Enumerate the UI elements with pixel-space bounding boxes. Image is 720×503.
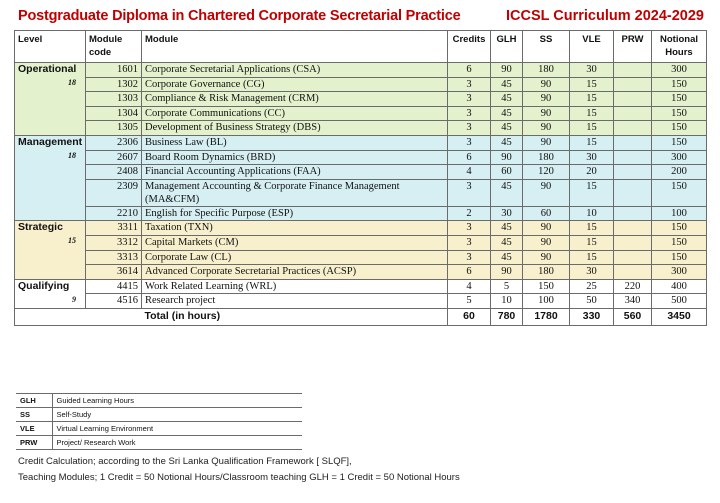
module-prw	[614, 106, 652, 121]
module-code: 3614	[86, 265, 142, 280]
module-credits: 6	[448, 63, 491, 78]
module-code: 2607	[86, 150, 142, 165]
level-name: Operational	[18, 63, 77, 75]
module-code: 2309	[86, 179, 142, 206]
module-prw	[614, 221, 652, 236]
module-notional-hours: 100	[652, 206, 707, 221]
module-ss: 90	[523, 77, 570, 92]
module-prw	[614, 235, 652, 250]
module-code: 4415	[86, 279, 142, 294]
module-notional-hours: 150	[652, 77, 707, 92]
module-glh: 45	[491, 221, 523, 236]
module-glh: 45	[491, 106, 523, 121]
module-vle: 15	[570, 235, 614, 250]
table-row	[15, 265, 707, 280]
module-code: 2408	[86, 165, 142, 180]
level-cell	[15, 221, 86, 279]
table-row	[15, 221, 707, 236]
header-prw: PRW	[614, 31, 652, 63]
module-credits: 3	[448, 121, 491, 136]
total-prw: 560	[614, 308, 652, 325]
module-ss: 120	[523, 165, 570, 180]
module-notional-hours: 300	[652, 265, 707, 280]
module-glh: 45	[491, 235, 523, 250]
module-notional-hours: 150	[652, 179, 707, 206]
module-prw	[614, 63, 652, 78]
total-row	[15, 308, 707, 325]
module-credits: 4	[448, 279, 491, 294]
module-name: Advanced Corporate Secretarial Practices (ACSP)	[142, 265, 448, 280]
table-row	[15, 294, 707, 309]
module-ss: 90	[523, 92, 570, 107]
module-credits: 3	[448, 135, 491, 150]
table-row	[15, 92, 707, 107]
module-ss: 100	[523, 294, 570, 309]
total-ss: 1780	[523, 308, 570, 325]
level-credit-count: 18	[68, 150, 76, 160]
table-row	[15, 250, 707, 265]
module-code: 1302	[86, 77, 142, 92]
glossary-row	[16, 394, 302, 408]
table-row	[15, 206, 707, 221]
header-vle: VLE	[570, 31, 614, 63]
total-spacer-code	[86, 308, 142, 325]
table-row	[15, 77, 707, 92]
module-notional-hours: 400	[652, 279, 707, 294]
module-ss: 90	[523, 179, 570, 206]
module-name: Corporate Communications (CC)	[142, 106, 448, 121]
module-notional-hours: 200	[652, 165, 707, 180]
glossary-table	[16, 393, 302, 450]
table-row	[15, 63, 707, 78]
module-notional-hours: 150	[652, 106, 707, 121]
module-vle: 50	[570, 294, 614, 309]
module-credits: 6	[448, 265, 491, 280]
glossary-meaning: Project/ Research Work	[52, 436, 302, 450]
module-glh: 5	[491, 279, 523, 294]
table-row	[15, 106, 707, 121]
module-prw	[614, 250, 652, 265]
module-vle: 30	[570, 265, 614, 280]
total-notional-hours: 3450	[652, 308, 707, 325]
header-glh: GLH	[491, 31, 523, 63]
credit-calculation-note: Credit Calculation; according to the Sri Lanka Qualification Framework [ SLQF],	[18, 456, 352, 467]
header-credits: Credits	[448, 31, 491, 63]
glossary-abbreviation: SS	[16, 408, 52, 422]
table-row	[15, 165, 707, 180]
module-prw	[614, 165, 652, 180]
module-glh: 45	[491, 92, 523, 107]
module-glh: 60	[491, 165, 523, 180]
curriculum-table	[14, 30, 707, 326]
module-glh: 45	[491, 135, 523, 150]
header-ss: SS	[523, 31, 570, 63]
glossary-abbreviation: VLE	[16, 422, 52, 436]
glossary-abbreviation: GLH	[16, 394, 52, 408]
module-glh: 45	[491, 121, 523, 136]
total-credits: 60	[448, 308, 491, 325]
module-vle: 25	[570, 279, 614, 294]
total-vle: 330	[570, 308, 614, 325]
teaching-modules-note: Teaching Modules; 1 Credit = 50 Notional Hours/Classroom teaching GLH = 1 Credit = 50 Notional Hours	[18, 472, 460, 483]
table-header-row	[15, 31, 707, 63]
module-glh: 10	[491, 294, 523, 309]
document-header	[14, 6, 706, 30]
module-name: Research project	[142, 294, 448, 309]
level-credit-count: 15	[68, 236, 76, 246]
module-vle: 10	[570, 206, 614, 221]
total-glh: 780	[491, 308, 523, 325]
module-prw	[614, 77, 652, 92]
module-code: 3312	[86, 235, 142, 250]
module-vle: 15	[570, 77, 614, 92]
module-ss: 90	[523, 106, 570, 121]
module-prw	[614, 179, 652, 206]
module-vle: 15	[570, 179, 614, 206]
module-glh: 90	[491, 63, 523, 78]
level-name: Qualifying	[18, 279, 70, 292]
level-credit-count: 18	[68, 78, 76, 87]
module-name: English for Specific Purpose (ESP)	[142, 206, 448, 221]
module-vle: 15	[570, 121, 614, 136]
module-notional-hours: 300	[652, 150, 707, 165]
module-notional-hours: 150	[652, 92, 707, 107]
module-notional-hours: 150	[652, 250, 707, 265]
module-notional-hours: 150	[652, 121, 707, 136]
module-notional-hours: 150	[652, 135, 707, 150]
table-row	[15, 179, 707, 206]
module-name: Business Law (BL)	[142, 135, 448, 150]
module-name: Corporate Governance (CG)	[142, 77, 448, 92]
module-code: 3313	[86, 250, 142, 265]
module-vle: 15	[570, 250, 614, 265]
table-row	[15, 135, 707, 150]
module-name: Capital Markets (CM)	[142, 235, 448, 250]
module-ss: 90	[523, 135, 570, 150]
module-name: Corporate Secretarial Applications (CSA)	[142, 63, 448, 78]
module-name: Work Related Learning (WRL)	[142, 279, 448, 294]
document-title: Postgraduate Diploma in Chartered Corporate Secretarial Practice	[18, 8, 461, 24]
glossary-row	[16, 422, 302, 436]
module-name: Taxation (TXN)	[142, 221, 448, 236]
module-credits: 3	[448, 235, 491, 250]
module-glh: 30	[491, 206, 523, 221]
module-prw	[614, 121, 652, 136]
glossary-meaning: Self-Study	[52, 408, 302, 422]
header-level: Level	[15, 31, 86, 63]
module-code: 1304	[86, 106, 142, 121]
module-code: 3311	[86, 221, 142, 236]
module-code: 2210	[86, 206, 142, 221]
module-credits: 3	[448, 221, 491, 236]
header-module: Module	[142, 31, 448, 63]
module-vle: 15	[570, 221, 614, 236]
module-prw	[614, 150, 652, 165]
module-ss: 90	[523, 235, 570, 250]
level-cell	[15, 279, 86, 308]
module-name: Board Room Dynamics (BRD)	[142, 150, 448, 165]
module-credits: 3	[448, 179, 491, 206]
module-vle: 15	[570, 135, 614, 150]
module-credits: 3	[448, 92, 491, 107]
module-ss: 150	[523, 279, 570, 294]
module-glh: 45	[491, 250, 523, 265]
curriculum-label: ICCSL Curriculum 2024-2029	[506, 8, 704, 24]
table-body	[15, 63, 707, 309]
module-ss: 60	[523, 206, 570, 221]
module-credits: 2	[448, 206, 491, 221]
module-credits: 3	[448, 250, 491, 265]
table-row	[15, 121, 707, 136]
module-notional-hours: 150	[652, 235, 707, 250]
module-prw	[614, 135, 652, 150]
module-code: 4516	[86, 294, 142, 309]
module-credits: 3	[448, 106, 491, 121]
module-ss: 180	[523, 150, 570, 165]
module-prw	[614, 206, 652, 221]
total-label: Total (in hours)	[142, 308, 448, 325]
module-credits: 3	[448, 77, 491, 92]
module-notional-hours: 500	[652, 294, 707, 309]
glossary-meaning: Virtual Learning Environment	[52, 422, 302, 436]
module-name: Development of Business Strategy (DBS)	[142, 121, 448, 136]
module-name: Management Accounting & Corporate Finance Management (MA&CFM)	[142, 179, 448, 206]
module-code: 2306	[86, 135, 142, 150]
module-ss: 90	[523, 250, 570, 265]
module-ss: 180	[523, 265, 570, 280]
total-spacer-level	[15, 308, 86, 325]
module-glh: 90	[491, 150, 523, 165]
module-ss: 180	[523, 63, 570, 78]
glossary-meaning: Guided Learning Hours	[52, 394, 302, 408]
module-vle: 30	[570, 150, 614, 165]
header-notional-hours: Notional Hours	[652, 31, 707, 63]
module-notional-hours: 300	[652, 63, 707, 78]
level-cell	[15, 63, 86, 136]
module-glh: 90	[491, 265, 523, 280]
module-credits: 5	[448, 294, 491, 309]
glossary-row	[16, 408, 302, 422]
level-name: Strategic	[18, 221, 63, 234]
module-code: 1303	[86, 92, 142, 107]
module-code: 1305	[86, 121, 142, 136]
module-credits: 6	[448, 150, 491, 165]
module-notional-hours: 150	[652, 221, 707, 236]
glossary-abbreviation: PRW	[16, 436, 52, 450]
module-name: Corporate Law (CL)	[142, 250, 448, 265]
level-name: Management	[18, 135, 83, 148]
module-name: Compliance & Risk Management (CRM)	[142, 92, 448, 107]
module-ss: 90	[523, 121, 570, 136]
glossary-row	[16, 436, 302, 450]
module-credits: 4	[448, 165, 491, 180]
module-prw	[614, 92, 652, 107]
level-credit-count: 9	[72, 294, 76, 304]
module-prw: 340	[614, 294, 652, 309]
table-row	[15, 150, 707, 165]
module-ss: 90	[523, 221, 570, 236]
module-name: Financial Accounting Applications (FAA)	[142, 165, 448, 180]
module-prw: 220	[614, 279, 652, 294]
header-module-code: Module code	[86, 31, 142, 63]
table-row	[15, 279, 707, 294]
module-vle: 15	[570, 106, 614, 121]
module-vle: 30	[570, 63, 614, 78]
module-vle: 20	[570, 165, 614, 180]
module-code: 1601	[86, 63, 142, 78]
module-glh: 45	[491, 77, 523, 92]
module-prw	[614, 265, 652, 280]
module-glh: 45	[491, 179, 523, 206]
module-vle: 15	[570, 92, 614, 107]
level-cell	[15, 135, 86, 220]
table-row	[15, 235, 707, 250]
